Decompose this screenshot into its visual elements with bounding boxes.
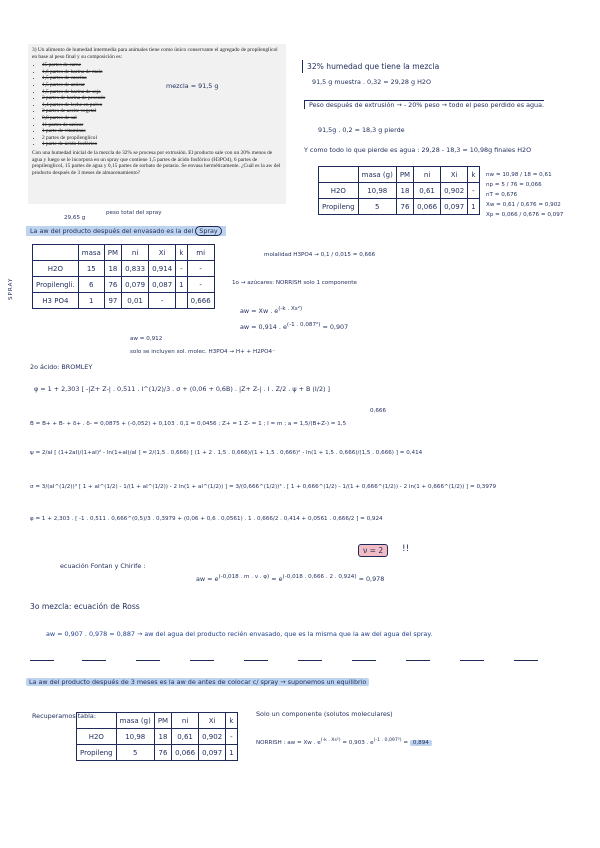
spray-side-label: SPRAY — [8, 277, 14, 300]
table-cell: - — [187, 261, 214, 277]
table-cell: 97 — [104, 293, 121, 309]
side-calc-line: nw = 10,98 / 18 = 0,61 — [486, 172, 552, 178]
ingredient-list — [42, 62, 282, 148]
table-row — [77, 729, 238, 745]
nu-marks: !! — [402, 544, 410, 554]
spray-title — [26, 226, 226, 236]
ingredient-item: • 1,5 partes de caseína — [42, 75, 282, 82]
side-calcs — [486, 170, 563, 220]
table-header-cell: k — [226, 713, 237, 729]
table-header-row — [33, 245, 215, 261]
extrusion-final: Y como todo lo que pierde es agua : 29,28 - 18,3 = 10,98g finales H2O — [304, 146, 532, 154]
i-value: 0,666 — [370, 408, 387, 414]
table-header-cell — [77, 713, 117, 729]
table-cell: 0,066 — [414, 199, 441, 215]
aw2-lhs: aw = 0,914 . e — [240, 323, 287, 332]
divider-dash — [352, 660, 376, 661]
table-header-cell — [319, 167, 359, 183]
aw1-lhs: aw = Xw . e — [240, 307, 279, 316]
b-line: B = B+ + B- + δ+ . δ- = 0,0875 + (-0,052) + 0,103 . 0,1 = 0,0456 ; Z+ = 1 Z- = 1 ; I = m ; a = 1,5/(B+Z-) = 1,5 — [30, 421, 347, 427]
ingredient-item: • 0,8 partes de sal — [42, 115, 282, 122]
fontan-exp2: (-0,018 . 0,666 . 2 . 0,924) — [282, 574, 357, 580]
aw2-eq — [240, 322, 348, 331]
table-cell: 0,079 — [122, 277, 149, 293]
table-header-cell: PM — [104, 245, 121, 261]
divider-dash — [190, 660, 214, 661]
recup-title: Recuperamos tabla: — [32, 712, 96, 720]
table-cell: 0,914 — [149, 261, 176, 277]
table-cell: 5 — [116, 745, 154, 761]
tres-meses-title: La aw del producto después de 3 meses es la aw de antes de colocar c/ spray → suponemos un equilibrio — [26, 678, 369, 686]
norrish-mid: = 0,903 . e — [342, 739, 374, 746]
mezcla-title: 3o mezcla: ecuación de Ross — [30, 602, 140, 611]
table-cell: 5 — [358, 199, 396, 215]
divider-dash — [514, 660, 538, 661]
ingredient-item: • 1 parte de vitaminas — [42, 128, 282, 135]
table-spray — [32, 244, 215, 309]
fontan-eq — [196, 574, 384, 583]
mezcla-note: mezcla = 91,5 g — [166, 82, 219, 90]
fontan-title: ecuación Fontan y Chirife : — [60, 562, 146, 570]
side-calc-line: Xw = 0,61 / 0,676 = 0,902 — [486, 202, 561, 208]
fontan-eq-sign: = e — [271, 575, 283, 584]
divider-dash — [460, 660, 484, 661]
aw-total: aw = 0,912 — [130, 336, 163, 342]
aw1-eq — [240, 306, 302, 315]
table-header-cell: Xi — [199, 713, 226, 729]
table-header-cell: k — [176, 245, 187, 261]
problem-intro: 3) Un alimento de humedad intermedia para animales tiene como único conservante el agregado de propilenglicol en base al peso final y su composición es: — [32, 47, 278, 60]
table-header-cell: masa — [78, 245, 104, 261]
norrish-exp1: (-k . Xs²) — [320, 738, 341, 743]
divider-dash — [136, 660, 160, 661]
table-header-row — [319, 167, 480, 183]
table-cell: 10,98 — [358, 183, 396, 199]
table-cell: 6 — [78, 277, 104, 293]
table-cell: 0,01 — [122, 293, 149, 309]
table-header-cell: Xi — [441, 167, 468, 183]
table-row — [319, 183, 480, 199]
divider-dash — [82, 660, 106, 661]
table-cell: 15 — [78, 261, 104, 277]
table-cell: 0,097 — [441, 199, 468, 215]
ingredient-item: • 2 partes de propilenglicol — [42, 135, 282, 142]
table-cell: 0,097 — [199, 745, 226, 761]
table-cell: 1 — [78, 293, 104, 309]
table-header-cell: k — [468, 167, 479, 183]
side-calc-line: Xp = 0,066 / 0,676 = 0,097 — [486, 212, 564, 218]
table-cell: Propilengli. — [33, 277, 79, 293]
fontan-exp1: (-0,018 . m . ν . φ) — [218, 574, 270, 580]
ingredient-item: • 2 partes de aceite vegetal — [42, 108, 282, 115]
table-cell: 0,61 — [172, 729, 199, 745]
azucares-note: 1o → azúcares: NORRISH solo 1 componente — [232, 280, 357, 286]
norrish-eq — [256, 738, 432, 746]
extrusion-calc: 91,5g . 0,2 = 18,3 g pierde — [318, 126, 405, 134]
table-cell: - — [187, 277, 214, 293]
table-cell: 18 — [396, 183, 413, 199]
divider-dash — [30, 660, 54, 661]
norrish-result: 0,894 — [410, 740, 432, 746]
table-header-cell: PM — [154, 713, 171, 729]
table-cell: 0,666 — [187, 293, 214, 309]
table-cell: 0,087 — [149, 277, 176, 293]
psi-line: ψ = 2/aI [ (1+2aI)/(1+aI)² - ln(1+aI)/aI ] = 2/(1,5 . 0,666) [ (1 + 2 . 1,5 . 0,666)/(1 + 1,5 . 0,666)² - ln(1 + 1,5 . 0,666)/(1,5 . 0,666) ] = 0,414 — [30, 450, 423, 456]
spray-weight: 29,65 g — [64, 215, 86, 221]
aw2-result: = 0,907 — [322, 323, 349, 332]
problem-body: Con una humedad inicial de la mezcla de 32% se procesa por extrusión. El producto sale con un 20% menos de agua y luego se le incorpora en un spray que contiene 1,5 partes de ácido fosfórico (H3PO4), 6 partes de propilenglicol, 15 partes de agua y 0,15 partes de sorbato de potasio. Se envasa herméticamente. ¿Cuál es la aw del producto después de 3 meses de almacenamiento? — [32, 149, 281, 176]
aw2-exp: (-1 . 0,087²) — [286, 322, 321, 328]
divider-dash — [244, 660, 268, 661]
phi-line: φ = 1 + 2,303 . [ -1 . 0,511 . 0,666^(0,5)/3 . 0,3979 + (0,06 + 0,6 . 0,0561) . 1 . 0,666/2 . 0,414 + 0,0561 . 0,666/2 ] = 0,924 — [30, 516, 383, 522]
acido-title: 2o ácido: BROMLEY — [30, 363, 93, 371]
humedad-calc: 91,5 g muestra . 0,32 = 29,28 g H2O — [312, 78, 431, 86]
ingredient-item: • 1 parte de ácido fosfórico — [42, 141, 282, 148]
spray-weight-label: peso total del spray — [106, 210, 162, 216]
norrish-eq-sign: = — [403, 739, 409, 746]
table-header-cell: ni — [414, 167, 441, 183]
ross-line: aw = 0,907 . 0,978 = 0,887 → aw del agua del producto recién envasado, que es la misma que la aw del agua del spray. — [46, 630, 433, 638]
table-header-cell — [33, 245, 79, 261]
table-cell: 1 — [226, 745, 237, 761]
table-cell: 1 — [468, 199, 479, 215]
aw1-exp: (-k . Xs²) — [278, 306, 303, 312]
spray-word: Spray — [195, 226, 221, 236]
table-cell: 76 — [154, 745, 171, 761]
table-header-row — [77, 713, 238, 729]
problem-statement — [28, 44, 286, 204]
table-cell: H3 PO4 — [33, 293, 79, 309]
ingredient-item: • 11 partes de azúcar — [42, 122, 282, 129]
divider-dash — [406, 660, 430, 661]
table-final — [76, 712, 238, 761]
table-cell: H2O — [33, 261, 79, 277]
table-mixture — [318, 166, 480, 215]
table-cell: 0,066 — [172, 745, 199, 761]
solo-note: solo se incluyen sol. molec. H3PO4 → H+ + H2PO4⁻ — [130, 349, 276, 355]
fontan-lhs: aw = e — [196, 575, 219, 584]
side-calc-line: np = 5 / 76 = 0,066 — [486, 182, 542, 188]
table-cell: 0,902 — [199, 729, 226, 745]
table-cell: 0,902 — [441, 183, 468, 199]
ingredient-item: • 2 partes de harina de pescado — [42, 95, 282, 102]
solo-title: Solo un componente (solutos moleculares) — [256, 710, 393, 718]
table-cell: 18 — [104, 261, 121, 277]
ingredient-item: • 45 partes de carne — [42, 62, 282, 69]
spray-title-text: La aw del producto después del envasado es la del — [30, 227, 194, 235]
table-header-cell: ni — [172, 713, 199, 729]
table-cell: - — [226, 729, 237, 745]
divider-dash — [298, 660, 322, 661]
molalidad-note: molalidad H3PO4 → 0,1 / 0,015 = 0,666 — [264, 252, 376, 258]
table-row — [33, 293, 215, 309]
table-cell: 10,98 — [116, 729, 154, 745]
table-header-cell: masa (g) — [358, 167, 396, 183]
humedad-title: 32% humedad que tiene la mezcla — [302, 60, 443, 73]
table-cell: H2O — [319, 183, 359, 199]
table-cell: H2O — [77, 729, 117, 745]
extrusion-title: Peso después de extrusión → - 20% peso → todo el peso perdido es agua. — [304, 100, 544, 109]
table-row — [77, 745, 238, 761]
table-header-cell: mi — [187, 245, 214, 261]
table-cell: Propileng — [77, 745, 117, 761]
nu-box: ν = 2 — [358, 544, 388, 557]
table-row — [319, 199, 480, 215]
table-cell: 0,833 — [122, 261, 149, 277]
side-calc-line: nT = 0,676 — [486, 192, 518, 198]
table-cell: 76 — [396, 199, 413, 215]
phi-formula: φ = 1 + 2,303 [ -|Z+ Z-| . 0,511 . I^(1/2)/3 . σ + (0,06 + 0,6B) . |Z+ Z-| . I . Z/2 . ψ + B (I/2) ] — [34, 385, 331, 393]
norrish-exp2: (-1 . 0,097²) — [373, 738, 402, 743]
table-cell: - — [149, 293, 176, 309]
ingredient-item: • 1,5 partes de azúcar — [42, 82, 282, 89]
table-cell: 0,61 — [414, 183, 441, 199]
ingredient-item: • 1,6 partes de harina de maíz — [42, 69, 282, 76]
sigma-line: σ = 3/(aI^(1/2))³ [ 1 + aI^(1/2) - 1/(1 + aI^(1/2)) - 2 ln(1 + aI^(1/2)) ] = 3/(0,666^(1/2))³ . [ 1 + 0,666^(1/2) - 1/(1 + 0,666^(1/2)) - 2 ln(1 + 0,666^(1/2)) ] = 0,3979 — [30, 484, 497, 490]
table-header-cell: PM — [396, 167, 413, 183]
table-row — [33, 277, 215, 293]
table-header-cell: masa (g) — [116, 713, 154, 729]
fontan-result: = 0,978 — [358, 575, 385, 584]
table-header-cell: ni — [122, 245, 149, 261]
table-cell: Propileng — [319, 199, 359, 215]
table-cell: 1 — [176, 277, 187, 293]
table-header-cell: Xi — [149, 245, 176, 261]
table-cell: - — [468, 183, 479, 199]
table-row — [33, 261, 215, 277]
ingredient-item: • 1,4 partes de leche en polvo — [42, 102, 282, 109]
ingredient-item: • 1,5 partes de harina de soja — [42, 89, 282, 96]
table-cell: - — [176, 261, 187, 277]
table-cell: 18 — [154, 729, 171, 745]
table-cell — [176, 293, 187, 309]
table-cell: 76 — [104, 277, 121, 293]
norrish-lhs: NORRISH : aw = Xw . e — [256, 739, 321, 746]
